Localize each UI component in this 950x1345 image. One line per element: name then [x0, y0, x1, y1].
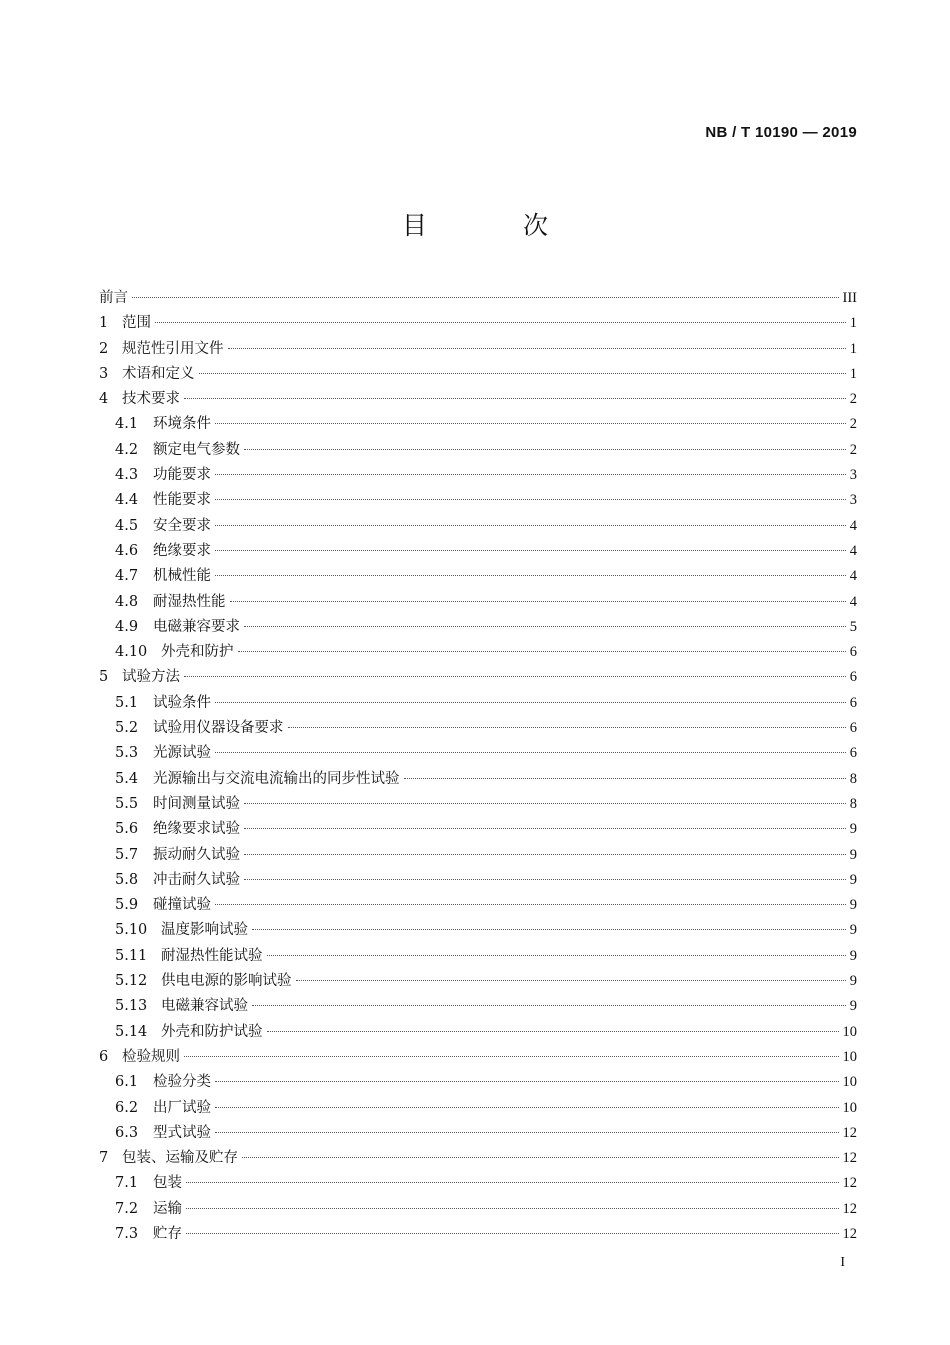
toc-entry-page: 12: [842, 1150, 857, 1167]
toc-entry[interactable]: [99, 741, 857, 766]
toc-entry-label: 光源输出与交流电流输出的同步性试验: [153, 770, 400, 787]
toc-entry-number: 4.7: [115, 568, 139, 585]
toc-entry-label: 规范性引用文件: [122, 340, 224, 357]
toc-entry[interactable]: [99, 286, 857, 311]
toc-entry-number: 5.14: [115, 1023, 148, 1040]
toc-entry-page: 9: [849, 973, 857, 990]
toc-entry[interactable]: [99, 944, 857, 969]
toc-entry-label: 技术要求: [122, 391, 180, 408]
toc-entry-page: 6: [849, 745, 857, 762]
toc-entry-page: 5: [849, 618, 857, 635]
toc-entry-page: 6: [849, 669, 857, 686]
toc-entry-label: 范围: [122, 315, 151, 332]
toc-entry-label: 绝缘要求: [153, 542, 211, 559]
toc-entry-page: 9: [849, 897, 857, 914]
toc-entry-number: 4.4: [115, 492, 139, 509]
toc-entry-page: 2: [849, 441, 857, 458]
toc-entry-page: 12: [842, 1200, 857, 1217]
toc-entry-number: 5.10: [115, 922, 148, 939]
toc-entry-label: 安全要求: [153, 517, 211, 534]
toc-entry-page: 9: [849, 871, 857, 888]
toc-entry[interactable]: [99, 337, 857, 362]
toc-entry-page: 9: [849, 998, 857, 1015]
dot-leader: [267, 1031, 839, 1032]
dot-leader: [199, 373, 846, 374]
toc-entry-label: 检验规则: [122, 1048, 180, 1065]
toc-entry-number: 5.3: [115, 745, 139, 762]
toc-entry-number: 4.1: [115, 416, 139, 433]
toc-entry-page: 10: [842, 1099, 857, 1116]
toc-entry[interactable]: [99, 1070, 857, 1095]
toc-entry[interactable]: [99, 1121, 857, 1146]
toc-entry[interactable]: [99, 590, 857, 615]
toc-entry-number: 7.3: [115, 1225, 139, 1242]
toc-entry-number: 4: [99, 391, 109, 408]
dot-leader: [238, 651, 846, 652]
toc-entry[interactable]: [99, 1045, 857, 1070]
toc-entry-label: 试验条件: [153, 694, 211, 711]
dot-leader: [155, 322, 846, 323]
toc-entry-number: 6: [99, 1048, 109, 1065]
toc-entry-number: 6.2: [115, 1099, 139, 1116]
dot-leader: [215, 525, 846, 526]
dot-leader: [184, 676, 846, 677]
toc-entry[interactable]: [99, 1171, 857, 1196]
toc-entry-label: 绝缘要求试验: [153, 821, 240, 838]
toc-entry-number: 5.6: [115, 821, 139, 838]
toc-entry-page: 12: [842, 1124, 857, 1141]
toc-entry[interactable]: [99, 488, 857, 513]
dot-leader: [244, 828, 846, 829]
toc-entry-page: 10: [842, 1048, 857, 1065]
toc-entry-number: 5.13: [115, 998, 148, 1015]
toc-entry-label: 功能要求: [153, 467, 211, 484]
toc-entry[interactable]: [99, 362, 857, 387]
toc-entry[interactable]: [99, 665, 857, 690]
toc-entry[interactable]: [99, 893, 857, 918]
dot-leader: [244, 854, 846, 855]
toc-entry-label: 振动耐久试验: [153, 846, 240, 863]
dot-leader: [252, 1005, 846, 1006]
toc-entry-label: 检验分类: [153, 1074, 211, 1091]
toc-entry-page: III: [842, 290, 857, 306]
toc-entry-page: 2: [849, 416, 857, 433]
toc-entry-label: 电磁兼容要求: [153, 618, 240, 635]
dot-leader: [244, 803, 846, 804]
dot-leader: [215, 550, 846, 551]
toc-entry-label: 包装、运输及贮存: [122, 1150, 238, 1167]
page-number: I: [840, 1255, 845, 1270]
toc-entry-number: 4.3: [115, 467, 139, 484]
table-of-contents: [99, 286, 857, 1247]
dot-leader: [215, 904, 846, 905]
toc-entry-page: 3: [849, 492, 857, 509]
toc-entry[interactable]: [99, 969, 857, 994]
dot-leader: [215, 702, 846, 703]
toc-entry-label: 冲击耐久试验: [153, 871, 240, 888]
toc-entry-label: 时间测量试验: [153, 795, 240, 812]
toc-entry-page: 6: [849, 644, 857, 661]
dot-leader: [215, 752, 846, 753]
toc-entry-label: 电磁兼容试验: [161, 998, 248, 1015]
toc-entry[interactable]: [99, 438, 857, 463]
toc-entry-label: 外壳和防护试验: [161, 1023, 263, 1040]
toc-entry[interactable]: [99, 1096, 857, 1121]
toc-entry-number: 5.9: [115, 897, 139, 914]
toc-entry[interactable]: [99, 463, 857, 488]
dot-leader: [215, 1132, 839, 1133]
dot-leader: [215, 575, 846, 576]
toc-entry-label: 外壳和防护: [161, 644, 234, 661]
toc-entry-page: 10: [842, 1074, 857, 1091]
dot-leader: [267, 955, 846, 956]
dot-leader: [215, 423, 846, 424]
dot-leader: [244, 449, 846, 450]
toc-entry-page: 10: [842, 1023, 857, 1040]
dot-leader: [288, 727, 846, 728]
toc-entry-page: 4: [849, 568, 857, 585]
toc-entry-number: 5.11: [115, 947, 148, 964]
standard-code: NB / T 10190 — 2019: [705, 124, 857, 141]
toc-entry-number: 7.2: [115, 1200, 139, 1217]
toc-entry-page: 4: [849, 542, 857, 559]
toc-entry-number: 5.7: [115, 846, 139, 863]
toc-entry-label: 型式试验: [153, 1124, 211, 1141]
toc-entry[interactable]: [99, 311, 857, 336]
toc-entry-label: 试验用仪器设备要求: [153, 720, 284, 737]
toc-entry-number: 1: [99, 315, 109, 332]
dot-leader: [296, 980, 846, 981]
toc-entry[interactable]: [99, 868, 857, 893]
toc-entry[interactable]: [99, 412, 857, 437]
toc-entry-page: 8: [849, 795, 857, 812]
toc-entry-page: 12: [842, 1225, 857, 1242]
toc-entry-page: 4: [849, 517, 857, 534]
toc-entry-label: 耐湿热性能试验: [161, 947, 263, 964]
dot-leader: [186, 1208, 839, 1209]
toc-entry-number: 7.1: [115, 1175, 139, 1192]
dot-leader: [404, 778, 846, 779]
dot-leader: [215, 474, 846, 475]
toc-entry-page: 1: [849, 365, 857, 382]
toc-entry-number: 4.2: [115, 441, 139, 458]
dot-leader: [252, 929, 846, 930]
toc-entry-page: 4: [849, 593, 857, 610]
toc-entry-page: 6: [849, 694, 857, 711]
toc-entry-number: 5.2: [115, 720, 139, 737]
toc-entry[interactable]: [99, 387, 857, 412]
toc-entry[interactable]: [99, 615, 857, 640]
dot-leader: [184, 398, 846, 399]
dot-leader: [132, 297, 839, 298]
toc-entry-label: 机械性能: [153, 568, 211, 585]
toc-entry[interactable]: [99, 564, 857, 589]
toc-entry-number: 6.1: [115, 1074, 139, 1091]
toc-entry-label: 耐湿热性能: [153, 593, 226, 610]
toc-entry[interactable]: [99, 918, 857, 943]
toc-entry-page: 9: [849, 947, 857, 964]
toc-entry-label: 光源试验: [153, 745, 211, 762]
toc-entry-page: 1: [849, 315, 857, 332]
toc-entry-label: 温度影响试验: [161, 922, 248, 939]
toc-entry-number: 5.12: [115, 973, 148, 990]
dot-leader: [215, 1107, 839, 1108]
toc-entry[interactable]: [99, 1197, 857, 1222]
toc-entry-label: 环境条件: [153, 416, 211, 433]
toc-entry-page: 6: [849, 720, 857, 737]
toc-entry-label: 术语和定义: [122, 365, 195, 382]
dot-leader: [186, 1182, 839, 1183]
toc-entry-page: 9: [849, 922, 857, 939]
dot-leader: [186, 1233, 839, 1234]
toc-entry[interactable]: [99, 539, 857, 564]
toc-entry-page: 9: [849, 821, 857, 838]
toc-entry-label: 试验方法: [122, 669, 180, 686]
dot-leader: [242, 1157, 839, 1158]
toc-entry-page: 12: [842, 1175, 857, 1192]
toc-entry-label: 前言: [99, 290, 128, 306]
dot-leader: [215, 499, 846, 500]
toc-entry-number: 5: [99, 669, 109, 686]
toc-entry[interactable]: [99, 716, 857, 741]
toc-entry-number: 4.9: [115, 618, 139, 635]
toc-entry-number: 5.5: [115, 795, 139, 812]
toc-entry-label: 碰撞试验: [153, 897, 211, 914]
toc-entry[interactable]: [99, 1222, 857, 1247]
dot-leader: [184, 1056, 839, 1057]
toc-entry-page: 1: [849, 340, 857, 357]
toc-entry-label: 贮存: [153, 1225, 182, 1242]
toc-entry-number: 2: [99, 340, 109, 357]
toc-entry[interactable]: [99, 817, 857, 842]
toc-entry-label: 出厂试验: [153, 1099, 211, 1116]
toc-entry-number: 4.6: [115, 542, 139, 559]
dot-leader: [228, 348, 846, 349]
toc-entry[interactable]: [99, 767, 857, 792]
dot-leader: [230, 601, 846, 602]
dot-leader: [244, 879, 846, 880]
toc-entry-number: 5.4: [115, 770, 139, 787]
toc-entry-label: 包装: [153, 1175, 182, 1192]
toc-entry-number: 6.3: [115, 1124, 139, 1141]
page-title: 目 次: [402, 211, 592, 240]
toc-entry-number: 4.8: [115, 593, 139, 610]
toc-entry-number: 4.10: [115, 644, 148, 661]
toc-entry-page: 3: [849, 467, 857, 484]
toc-entry-label: 额定电气参数: [153, 441, 240, 458]
toc-entry-page: 8: [849, 770, 857, 787]
toc-entry[interactable]: [99, 843, 857, 868]
toc-entry-label: 供电电源的影响试验: [161, 973, 292, 990]
toc-entry[interactable]: [99, 691, 857, 716]
toc-entry[interactable]: [99, 640, 857, 665]
toc-entry-page: 2: [849, 391, 857, 408]
dot-leader: [215, 1081, 839, 1082]
toc-entry[interactable]: [99, 1146, 857, 1171]
toc-entry[interactable]: [99, 994, 857, 1019]
toc-entry-number: 7: [99, 1150, 109, 1167]
toc-entry-label: 运输: [153, 1200, 182, 1217]
toc-entry-number: 4.5: [115, 517, 139, 534]
toc-entry-page: 9: [849, 846, 857, 863]
toc-entry-number: 5.1: [115, 694, 139, 711]
toc-entry-number: 3: [99, 365, 109, 382]
toc-entry-number: 5.8: [115, 871, 139, 888]
toc-entry[interactable]: [99, 514, 857, 539]
dot-leader: [244, 626, 846, 627]
toc-entry[interactable]: [99, 1020, 857, 1045]
toc-entry-label: 性能要求: [153, 492, 211, 509]
toc-entry[interactable]: [99, 792, 857, 817]
